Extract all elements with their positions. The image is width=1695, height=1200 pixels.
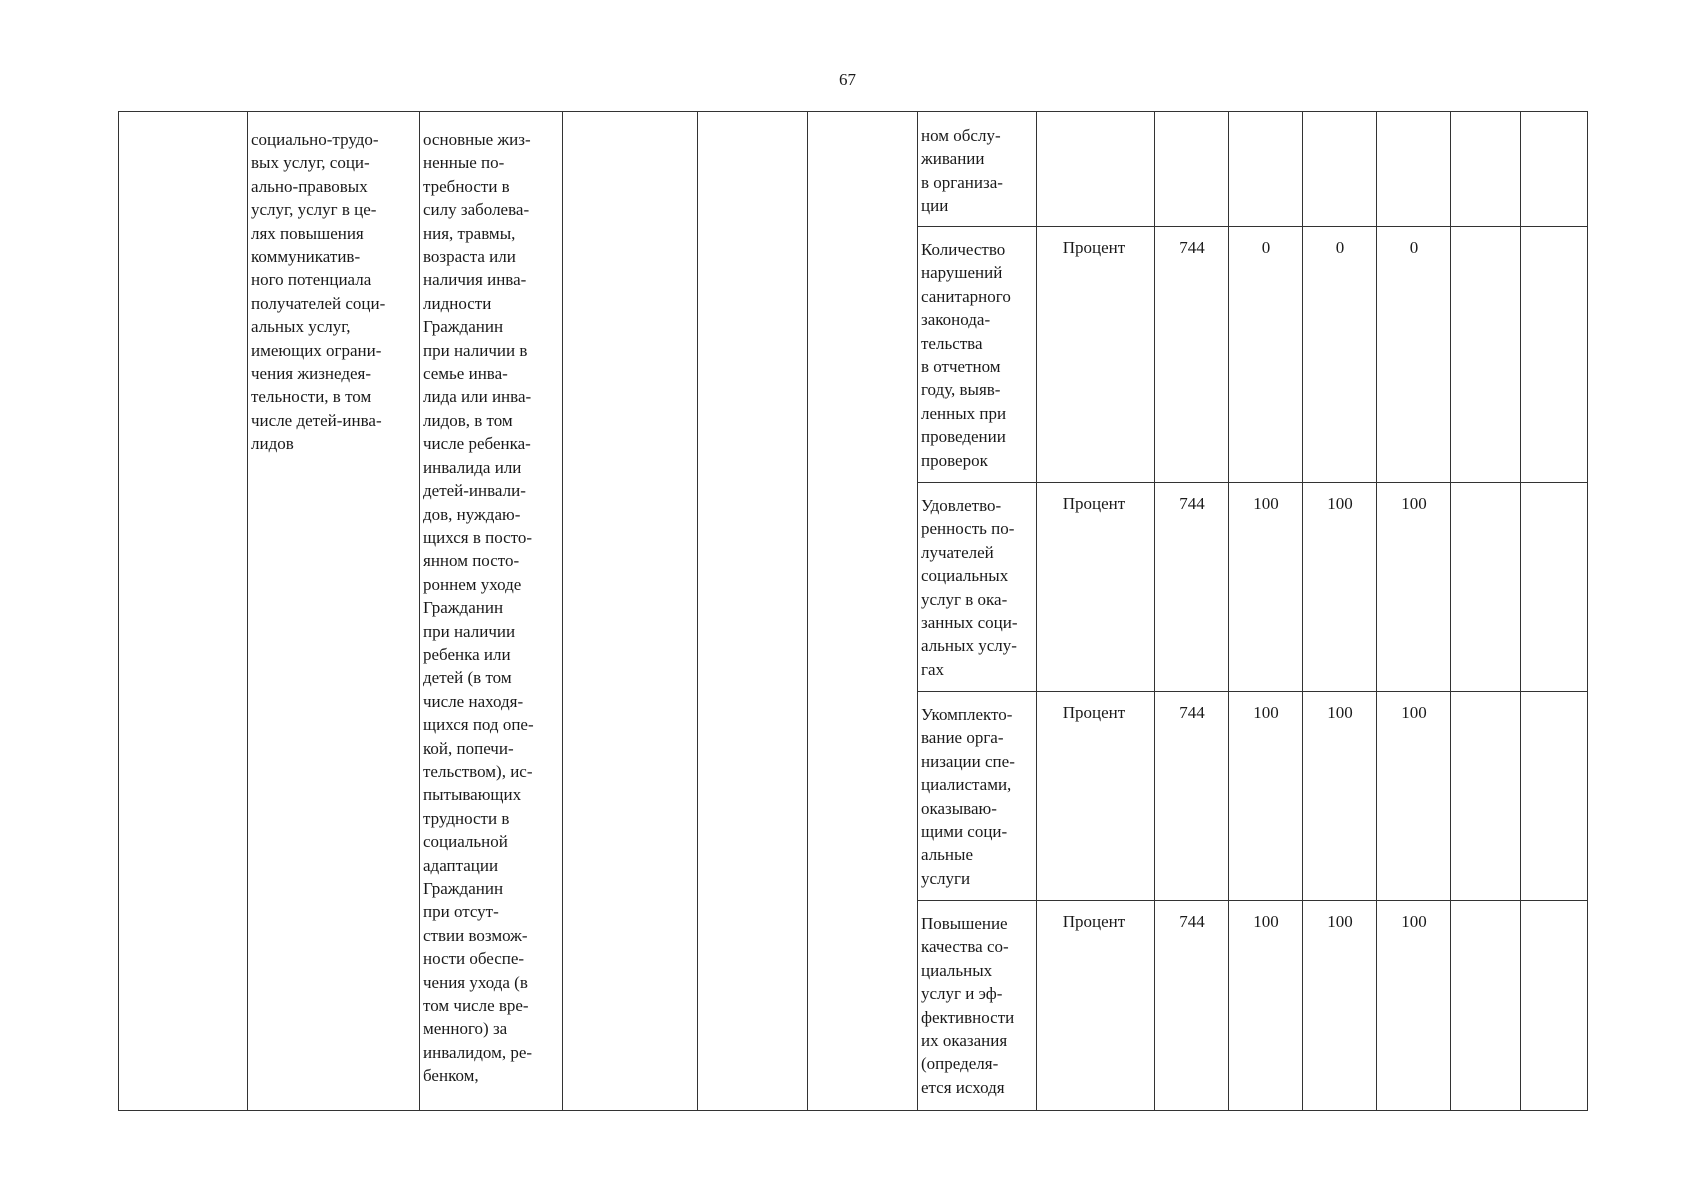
indicator-value: 100	[1253, 912, 1279, 931]
indicator-name: ном обслу- живании в организа- ции	[921, 126, 1003, 216]
column-divider	[419, 112, 420, 1110]
column-divider	[247, 112, 248, 1110]
row-divider	[917, 482, 1587, 483]
column-divider	[1450, 112, 1451, 1110]
column-divider	[697, 112, 698, 1110]
indicator-value: 100	[1401, 703, 1427, 722]
indicator-value: 100	[1401, 494, 1427, 513]
column-divider	[1376, 112, 1377, 1110]
column-divider	[917, 112, 918, 1110]
indicator-unit: Процент	[1062, 912, 1126, 931]
indicator-code: 744	[1179, 703, 1205, 722]
indicator-code: 744	[1179, 238, 1205, 257]
service-description: социально-трудо- вых услуг, соци- ально-правовых услуг, услуг в це- лях повышения коммуникатив- ного потенциала получателей соци- альных услуг, имеющих ограни- чения жизнедея- тельности, в том числе детей-инва- лидов	[251, 130, 386, 454]
row-divider	[917, 900, 1587, 901]
column-divider	[1228, 112, 1229, 1110]
indicator-value: 0	[1261, 238, 1271, 257]
indicator-name: Укомплекто- вание орга- низации спе- циалистами, оказываю- щими соци- альные услуги	[921, 705, 1015, 888]
indicator-name: Удовлетво- ренность по- лучателей социальных услуг в ока- занных соци- альных услу- гах	[921, 496, 1018, 679]
column-divider	[1302, 112, 1303, 1110]
indicator-value: 100	[1327, 703, 1353, 722]
indicator-unit: Процент	[1062, 494, 1126, 513]
row-divider	[917, 226, 1587, 227]
column-divider	[1520, 112, 1521, 1110]
indicator-unit: Процент	[1062, 238, 1126, 257]
column-divider	[1036, 112, 1037, 1110]
row-divider	[917, 691, 1587, 692]
indicator-table	[118, 111, 1588, 1111]
recipient-categories: основные жиз- ненные по- требности в силу заболева- ния, травмы, возраста или наличия инва- лидности Гражданин при наличии в семье инва- лида или инва- лидов, в том числе ребенка- инвалида или детей-инвали- дов, нуждаю- щихся в посто- янном посто- роннем уходе Гражданин при наличии ребенка или детей (в том числе находя- щихся под опе- кой, попечи- тельством), ис- пытывающих трудности в социальной адаптации Гражданин при отсут- ствии возмож- ности обеспе- чения ухода (в том числе вре- менного) за инвалидом, ре- бенком,	[423, 130, 534, 1086]
indicator-name: Количество нарушений санитарного законода- тельства в отчетном году, выяв- ленных при проведении проверок	[921, 240, 1011, 470]
indicator-value: 100	[1253, 494, 1279, 513]
indicator-value: 100	[1253, 703, 1279, 722]
column-divider	[562, 112, 563, 1110]
indicator-name: Повышение качества со- циальных услуг и эф- фективности их оказания (определя- ется исходя	[921, 914, 1015, 1097]
indicator-code: 744	[1179, 912, 1205, 931]
indicator-value: 100	[1327, 494, 1353, 513]
column-divider	[1154, 112, 1155, 1110]
indicator-value: 100	[1401, 912, 1427, 931]
page-number: 67	[839, 70, 856, 89]
indicator-value: 0	[1335, 238, 1345, 257]
indicator-value: 0	[1409, 238, 1419, 257]
column-divider	[807, 112, 808, 1110]
indicator-value: 100	[1327, 912, 1353, 931]
indicator-code: 744	[1179, 494, 1205, 513]
indicator-unit: Процент	[1062, 703, 1126, 722]
